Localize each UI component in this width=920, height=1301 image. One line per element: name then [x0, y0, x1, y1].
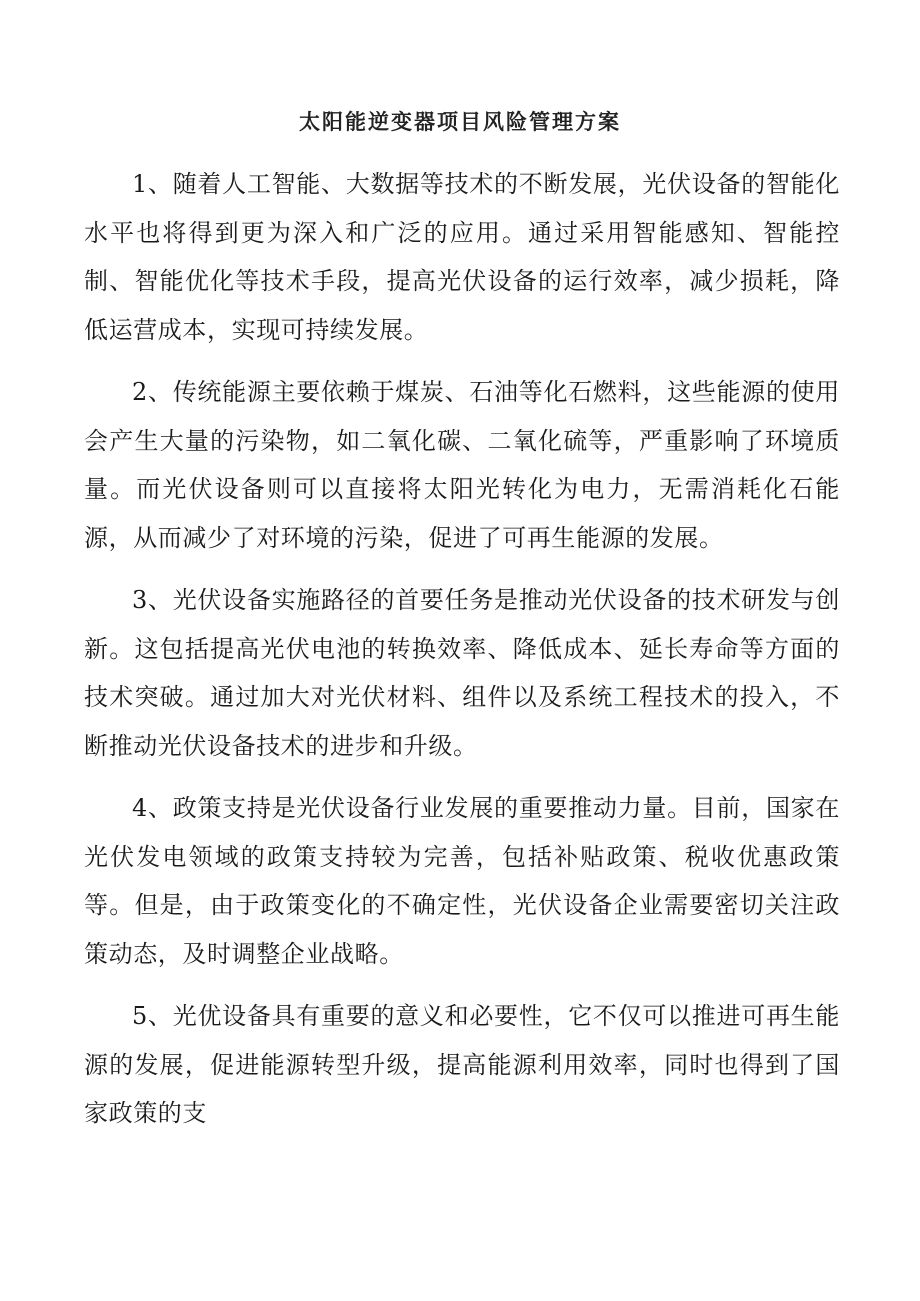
paragraph-4: 4、政策支持是光伏设备行业发展的重要推动力量。目前，国家在光伏发电领域的政策支持较为完善，包括补贴政策、税收优惠政策等。但是，由于政策变化的不确定性，光伏设备企业需要密切关注政策动态，及时调整企业战略。 [84, 794, 840, 968]
paragraph-3: 3、光伏设备实施路径的首要任务是推动光伏设备的技术研发与创新。这包括提高光伏电池的转换效率、降低成本、延长寿命等方面的技术突破。通过加大对光伏材料、组件以及系统工程技术的投入，不断推动光伏设备技术的进步和升级。 [84, 586, 840, 760]
document-body [84, 160, 840, 1152]
document-title: 太阳能逆变器项目风险管理方案 [299, 109, 621, 134]
paragraph-1: 1、随着人工智能、大数据等技术的不断发展，光伏设备的智能化水平也将得到更为深入和广泛的应用。通过采用智能感知、智能控制、智能优化等技术手段，提高光伏设备的运行效率，减少损耗，降低运营成本，实现可持续发展。 [84, 170, 840, 344]
paragraph-2: 2、传统能源主要依赖于煤炭、石油等化石燃料，这些能源的使用会产生大量的污染物，如二氧化碳、二氧化硫等，严重影响了环境质量。而光伏设备则可以直接将太阳光转化为电力，无需消耗化石能源，从而减少了对环境的污染，促进了可再生能源的发展。 [84, 378, 840, 552]
paragraph-5: 5、光优设备具有重要的意义和必要性，它不仅可以推进可再生能源的发展，促进能源转型升级，提高能源利用效率，同时也得到了国家政策的支 [84, 1002, 840, 1127]
